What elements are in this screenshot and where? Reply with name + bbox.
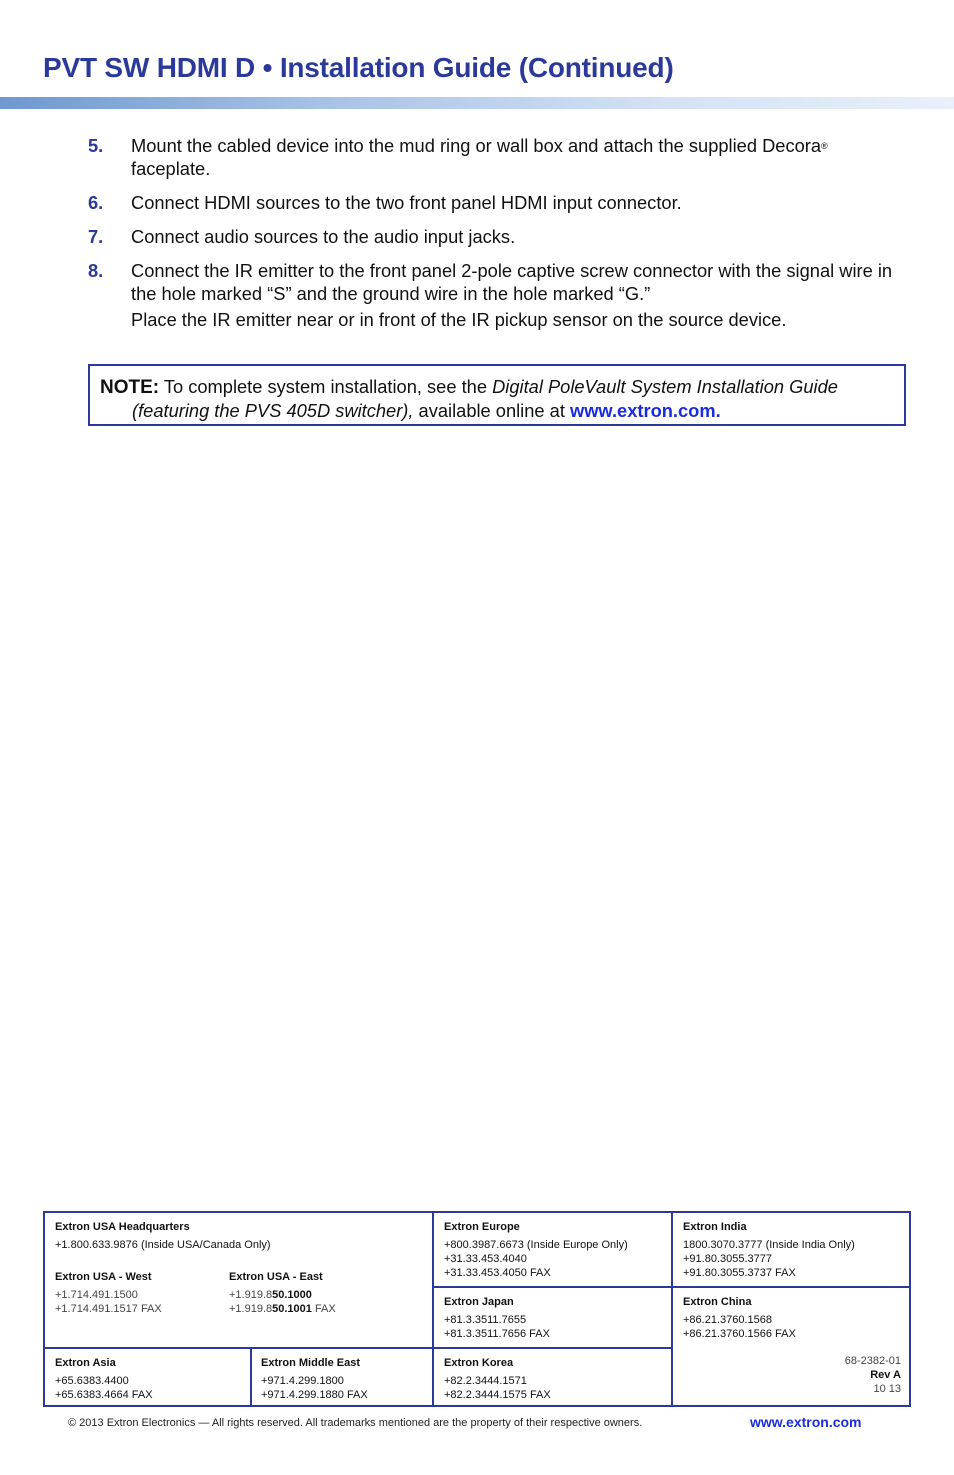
office-name: Extron Asia [55,1357,116,1369]
step-text-cont: faceplate. [131,158,211,179]
footer-website-link[interactable]: www.extron.com [750,1414,862,1430]
step-text: Mount the cabled device into the mud ring or wall box and attach the supplied Decora [131,135,822,156]
office-name: Extron Europe [444,1221,520,1233]
office-korea [434,1349,671,1409]
office-usa-west [45,1263,225,1323]
office-middle-east [251,1349,432,1409]
copyright-text: © 2013 Extron Electronics — All rights reserved. All trademarks mentioned are the property of their respective owners. [68,1417,643,1429]
office-phone: +82.2.3444.1571 [444,1375,527,1387]
office-europe [434,1213,671,1287]
office-asia [45,1349,250,1409]
step-number: 7. [88,226,104,247]
office-phone: +800.3987.6673 (Inside Europe Only) [444,1239,628,1251]
step-6 [88,191,898,214]
office-fax: +91.80.3055.3737 FAX [683,1267,796,1279]
office-fax: +31.33.453.4050 FAX [444,1267,551,1279]
header-gradient-bar [0,97,954,109]
note-text-cont: available online at [413,400,570,421]
office-japan [434,1288,671,1348]
office-phone: +65.6383.4400 [55,1375,129,1387]
office-phone: +81.3.3511.7655 [444,1314,527,1326]
step-5 [88,134,898,180]
revision: Rev A [870,1369,901,1381]
revision-date: 10 13 [873,1383,901,1395]
office-name: Extron India [683,1221,747,1233]
step-text: Connect audio sources to the audio input jacks. [131,226,516,247]
office-phone: +1.714.491.1500 [55,1289,138,1301]
office-phone: +31.33.453.4040 [444,1253,527,1265]
step-8 [88,259,898,331]
note-box [88,364,906,426]
step-subtext: Place the IR emitter near or in front of the IR pickup sensor on the source device. [131,309,787,330]
guide-title: Digital PoleVault System Installation Guide [492,376,838,397]
office-india [673,1213,909,1287]
office-fax-a: +1.919.8 [229,1303,273,1315]
office-name: Extron China [683,1296,752,1308]
office-phone: +91.80.3055.3777 [683,1253,773,1265]
office-name: Extron USA - East [229,1271,323,1283]
contact-table [43,1211,911,1407]
step-number: 6. [88,192,104,213]
office-name: Extron Korea [444,1357,514,1369]
office-phone: +971.4.299.1800 [261,1375,344,1387]
office-name: Extron USA Headquarters [55,1221,190,1233]
step-number: 8. [88,260,104,281]
office-fax: +65.6383.4664 FAX [55,1389,153,1401]
office-phone: 1800.3070.3777 (Inside India Only) [683,1239,855,1251]
office-name: Extron USA - West [55,1271,152,1283]
office-china [673,1288,909,1348]
office-fax: +971.4.299.1880 FAX [261,1389,368,1401]
office-fax: +1.714.491.1517 FAX [55,1303,162,1315]
note-text: To complete system installation, see the [163,376,493,397]
office-fax: +82.2.3444.1575 FAX [444,1389,551,1401]
page-title: PVT SW HDMI D • Installation Guide (Continued) [43,52,674,83]
office-usa-east [219,1263,419,1323]
step-text: Connect the IR emitter to the front panel 2-pole captive screw connector with the signal wire in the hole marked “S” and the ground wire in the hole marked “G.” [131,260,893,304]
office-usa-hq [45,1213,432,1259]
office-name: Extron Japan [444,1296,514,1308]
office-name: Extron Middle East [261,1357,361,1369]
registered-mark: ® [821,141,828,151]
office-fax: +81.3.3511.7656 FAX [444,1328,550,1340]
office-phone-a: +1.919.8 [229,1289,273,1301]
step-number: 5. [88,135,104,156]
extron-website-link[interactable]: www.extron.com. [569,400,721,421]
office-phone: +1.800.633.9876 (Inside USA/Canada Only) [55,1239,271,1251]
office-phone: +86.21.3760.1568 [683,1314,773,1326]
office-fax-b: 50.1001 [272,1303,312,1315]
office-fax-c: FAX [311,1303,336,1315]
document-info [673,1347,909,1403]
guide-subtitle: (featuring the PVS 405D switcher), [132,400,414,421]
step-7 [88,225,898,248]
office-phone-b: 50.1000 [272,1289,312,1301]
steps-list [88,134,898,342]
step-text: Connect HDMI sources to the two front panel HDMI input connector. [131,192,682,213]
office-fax: +86.21.3760.1566 FAX [683,1328,796,1340]
note-label: NOTE: [100,377,160,398]
document-number: 68-2382-01 [844,1355,901,1367]
